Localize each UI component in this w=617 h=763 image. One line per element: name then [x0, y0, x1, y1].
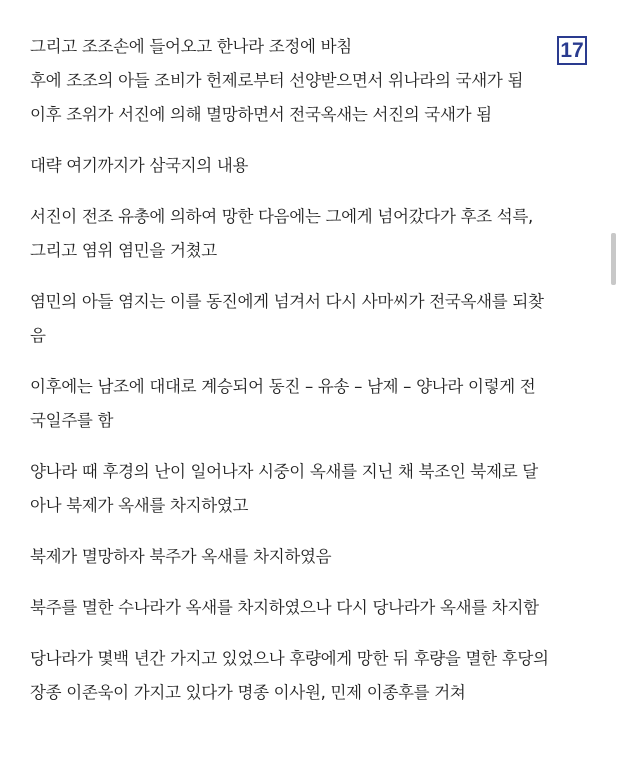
text-line: 이후 조위가 서진에 의해 멸망하면서 전국옥새는 서진의 국새가 됨: [30, 105, 492, 124]
text-line: 국일주를 함: [30, 411, 114, 430]
paragraph: [30, 285, 590, 353]
text-line: 그리고 염위 염민을 거쳤고: [30, 241, 217, 260]
paragraph: [30, 455, 590, 523]
paragraph: [30, 370, 590, 438]
paragraph: [30, 149, 590, 183]
page-number-badge: 17: [557, 36, 587, 65]
article-body: [30, 30, 590, 710]
paragraph: [30, 30, 590, 64]
text-line: 염민의 아들 염지는 이를 동진에게 넘겨서 다시 사마씨가 전국옥새를 되찾: [30, 292, 544, 311]
text-line: 음: [30, 326, 46, 345]
paragraph: [30, 200, 590, 268]
text-line: 서진이 전조 유총에 의하여 망한 다음에는 그에게 넘어갔다가 후조 석륵,: [30, 207, 533, 226]
text-line: 대략 여기까지가 삼국지의 내용: [30, 156, 249, 175]
text-line: 후에 조조의 아들 조비가 헌제로부터 선양받으면서 위나라의 국새가 됨: [30, 71, 524, 90]
paragraph: [30, 642, 590, 710]
text-line: 북제가 멸망하자 북주가 옥새를 차지하였음: [30, 547, 332, 566]
paragraph: [30, 591, 590, 625]
text-line: 장종 이존욱이 가지고 있다가 명종 이사원, 민제 이종후를 거쳐: [30, 683, 466, 702]
text-line: 이후에는 남조에 대대로 계승되어 동진 – 유송 – 남제 – 양나라 이렇게 전: [30, 377, 536, 396]
paragraph: [30, 540, 590, 574]
text-line: 아나 북제가 옥새를 차지하였고: [30, 496, 249, 515]
text-line: 양나라 때 후경의 난이 일어나자 시중이 옥새를 지닌 채 북조인 북제로 달: [30, 462, 538, 481]
text-line: 당나라가 몇백 년간 가지고 있었으나 후량에게 망한 뒤 후량을 멸한 후당의: [30, 649, 549, 668]
text-line: 북주를 멸한 수나라가 옥새를 차지하였으나 다시 당나라가 옥새를 차지함: [30, 598, 539, 617]
paragraph: [30, 64, 590, 98]
paragraph: [30, 98, 590, 132]
scrollbar-thumb[interactable]: [611, 233, 616, 285]
text-line: 그리고 조조손에 들어오고 한나라 조정에 바침: [30, 37, 352, 56]
